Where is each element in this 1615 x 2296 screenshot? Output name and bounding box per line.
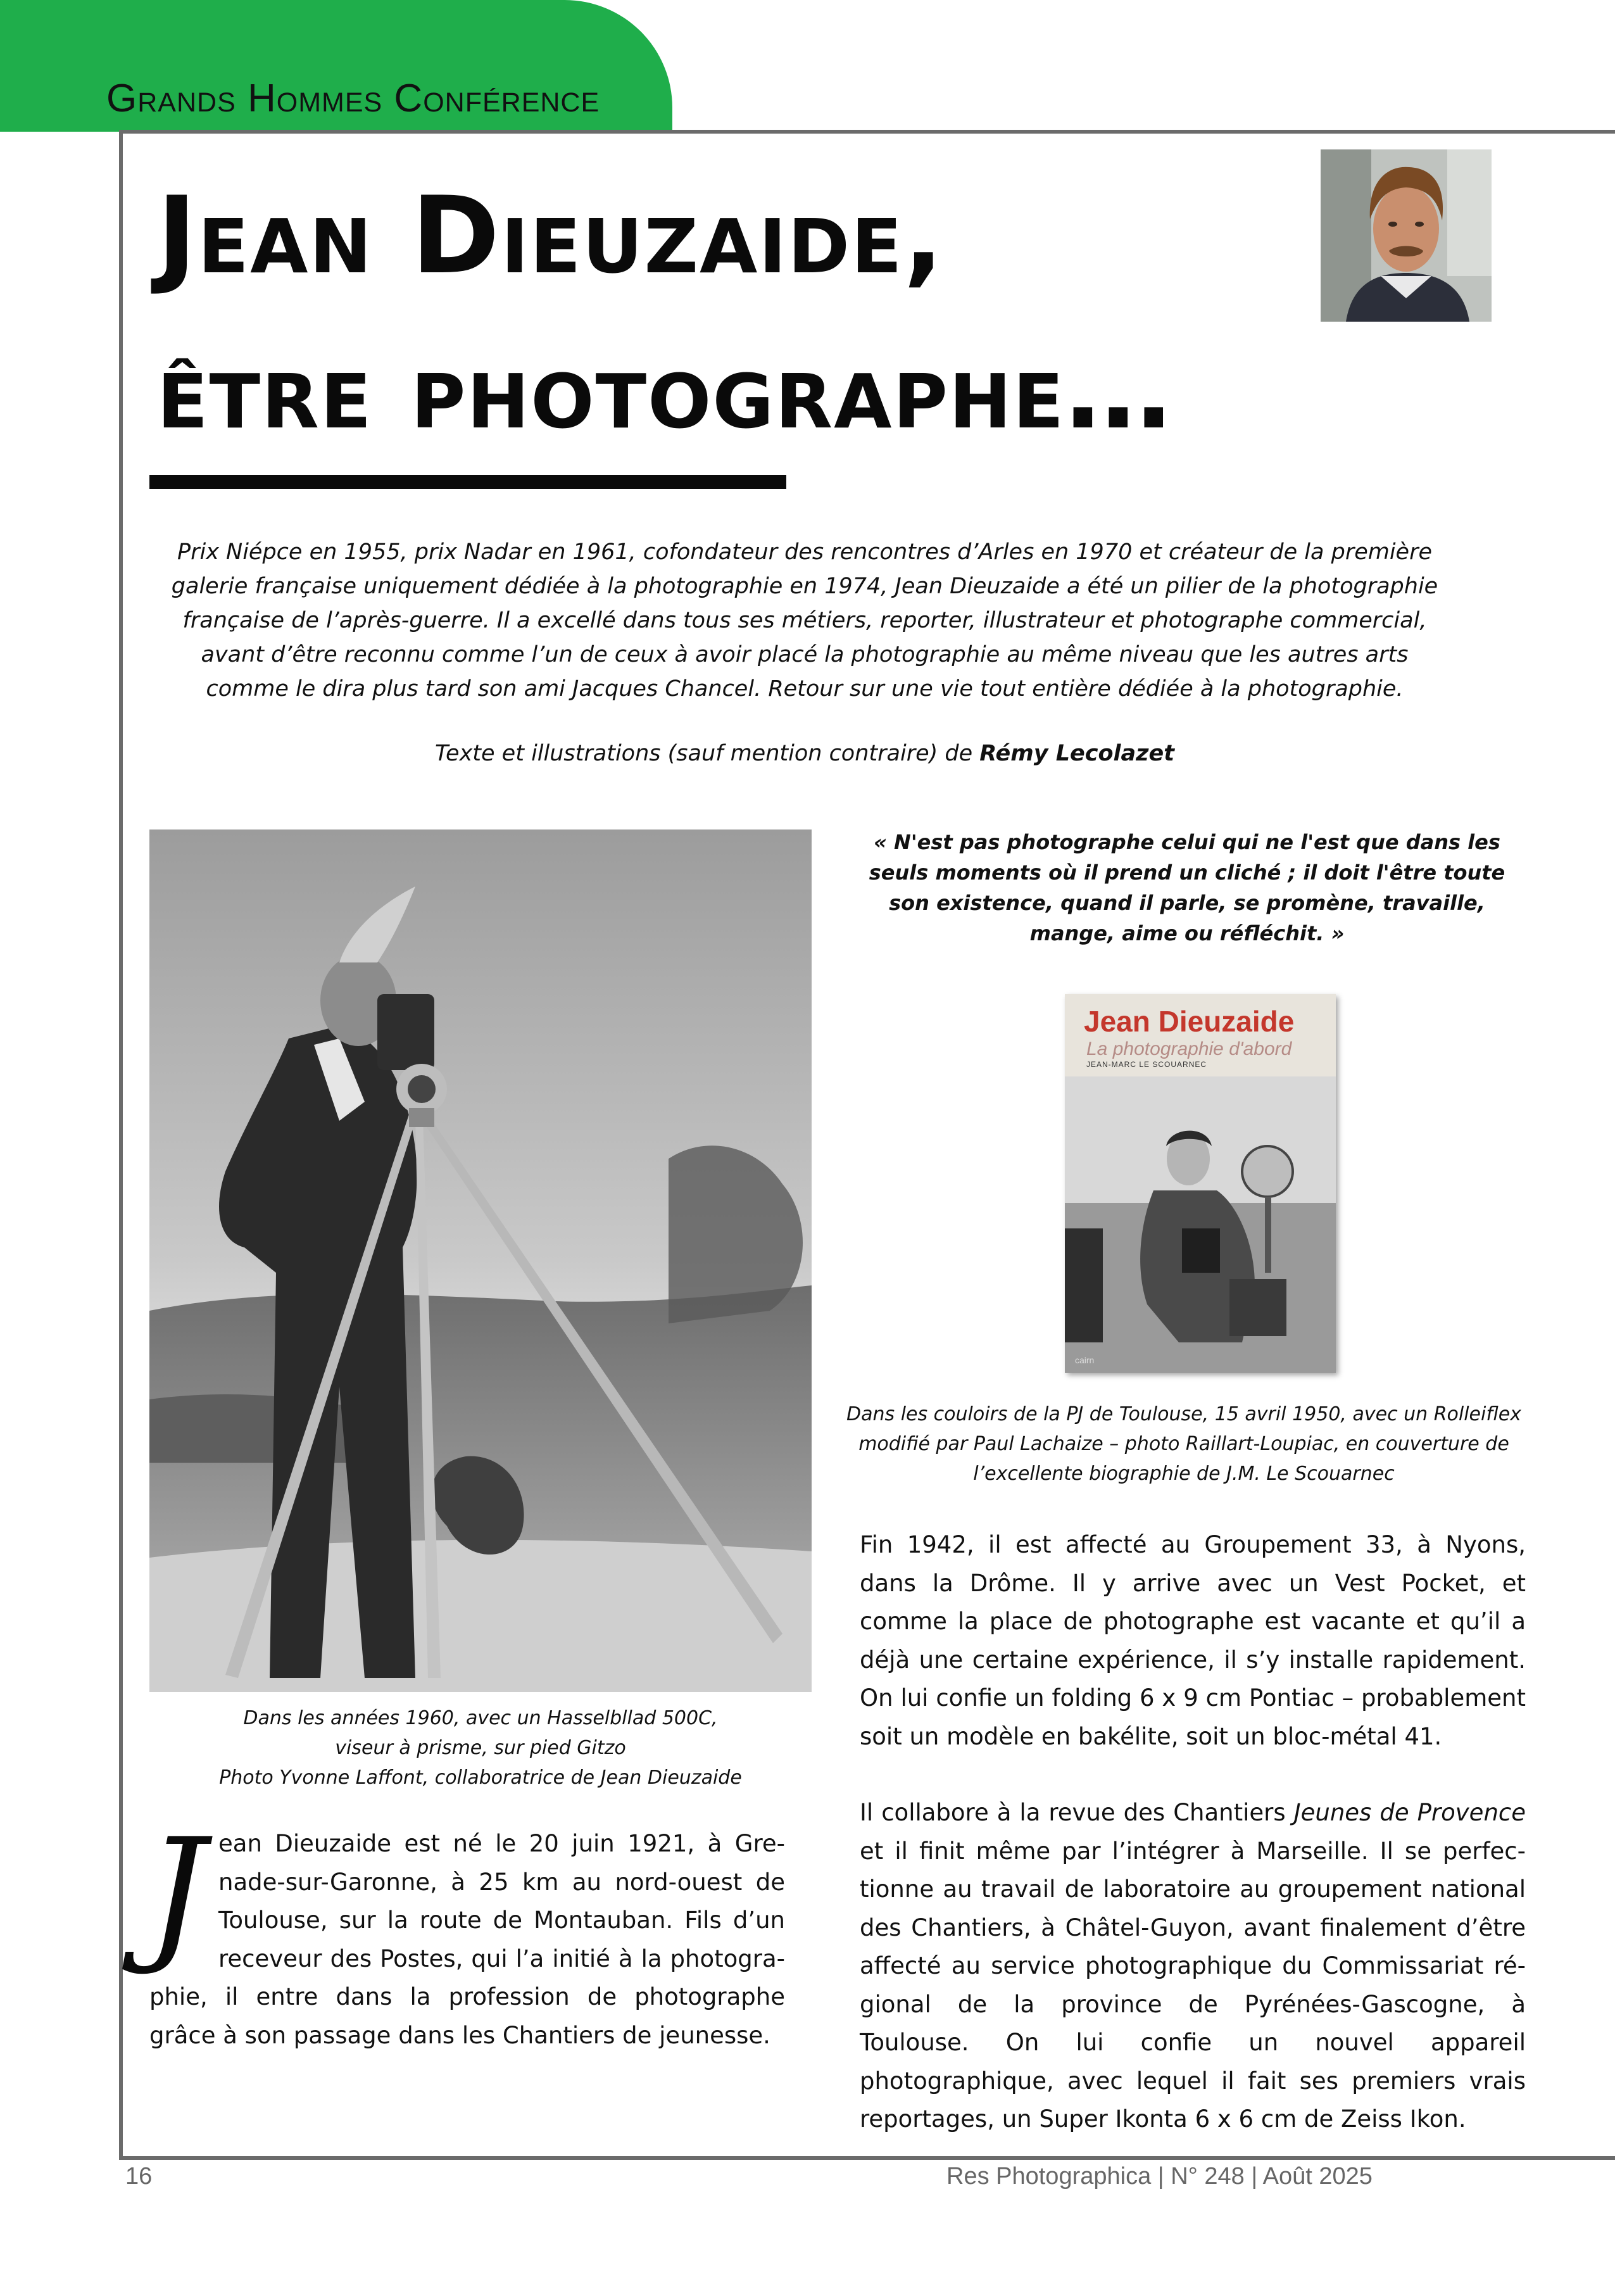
magazine-name: Jeunes de Provence [1293, 1799, 1526, 1826]
article-title [157, 158, 1172, 469]
title-line-1: Jean Dieuzaide, [157, 173, 945, 298]
photographer-with-tripod-image [149, 829, 812, 1692]
author-portrait-image [1321, 149, 1492, 322]
book-subtitle: La photographie d'abord [1086, 1038, 1292, 1059]
left-column [147, 1807, 785, 2055]
credit-prefix: Texte et illustrations (sauf mention contraire) de [435, 741, 973, 766]
credit-author: Rémy Lecolazet [979, 741, 1174, 766]
section-label: Grands Hommes Conférence [106, 77, 600, 120]
right-column [860, 1526, 1526, 2139]
book-cover-photo [1065, 1076, 1336, 1373]
article-credit [166, 741, 1443, 766]
book-publisher: cairn [1075, 1355, 1095, 1365]
book-cover [1065, 994, 1336, 1373]
main-caption-line-2: viseur à prisme, sur pied Gitzo [335, 1737, 626, 1759]
paragraph-1-text: ean Dieuzaide est né le 20 juin 1921, à Grenade-sur-Garonne, à 25 km au nord-ouest de Toulouse, sur la route de Montauban. Fils d’un receveur des Postes, qui l’a initié à la photographie, il entre dans la profession de photographe grâce à son passage dans les Chantiers de jeunesse. [149, 1830, 785, 2049]
drop-cap: J [147, 1807, 206, 1978]
article-intro: Prix Niépce en 1955, prix Nadar en 1961, cofondateur des rencontres d’Arles en 1970 et créateur de la première galerie française uniquement dédiée à la photographie en 1974, Jean Dieuzaide a été un pilier de la photographie française de l’après-guerre. Il a excellé dans tous ses métiers, reporter, illustrateur et photographe commercial, avant d’être reconnu comme l’un de ceux à avoir placé la photographie au même niveau que les autres arts comme le dira plus tard son ami Jacques Chancel. Retour sur une vie tout entière dédiée à la photographie. [171, 539, 1438, 702]
author-portrait [1321, 149, 1492, 322]
paragraph-3 [860, 1794, 1526, 2139]
title-line-2: être photographe… [157, 329, 1173, 453]
main-photo [149, 829, 812, 1692]
paragraph-1 [147, 1807, 785, 2055]
main-caption-line-3: Photo Yvonne Laffont, collaboratrice de Jean Dieuzaide [219, 1767, 742, 1789]
book-caption: Dans les couloirs de la PJ de Toulouse, 15 avril 1950, avec un Rolleiflex modifié par Paul Lachaize – photo Raillart-Loupiac, en couverture de l’excellente biographie de J.M. Le Scouarnec [846, 1403, 1521, 1485]
main-photo-caption [149, 1703, 812, 1793]
main-caption-line-1: Dans les années 1960, avec un Hasselbllad 500C, [243, 1707, 718, 1729]
book-title: Jean Dieuzaide [1084, 1005, 1295, 1038]
title-underline [149, 475, 786, 489]
journal-info: Res Photographica | N° 248 | Août 2025 [946, 2163, 1373, 2190]
paragraph-2: Fin 1942, il est affecté au Groupement 33, à Nyons, dans la Drôme. Il y arrive avec un Vest Pocket, et comme la place de photographe est vacante et qu’il a déjà une certaine expérience, il s’y installe rapidement. On lui confie un folding 6 x 9 cm Pontiac – probablement soit un modèle en bakélite, soit un bloc-métal 41. [860, 1531, 1526, 1750]
pull-quote: « N'est pas photographe celui qui ne l'est que dans les seuls moments où il prend un cliché ; il doit l'être toute son existence, quand il parle, se promène, travaille, mange, aime ou réfléchit. » [869, 830, 1505, 945]
paragraph-3-start: Il collabore à la revue des Chantiers [860, 1799, 1286, 1826]
page-number: 16 [125, 2163, 153, 2190]
book-author: JEAN-MARC LE SCOUARNEC [1086, 1060, 1207, 1069]
paragraph-3-rest: et il finit même par l’intégrer à Marseille. Il se perfectionne au travail de laboratoire au groupement national des Chantiers, à Châtel-Guyon, avant finalement d’être affecté au service photographique du Commissariat régional de la province de Pyrénées-Gascogne, à Toulouse. On lui confie un nouvel appareil photographique, avec lequel il fait ses premiers vrais reportages, un Super Ikonta 6 x 6 cm de Zeiss Ikon. [860, 1837, 1526, 2133]
